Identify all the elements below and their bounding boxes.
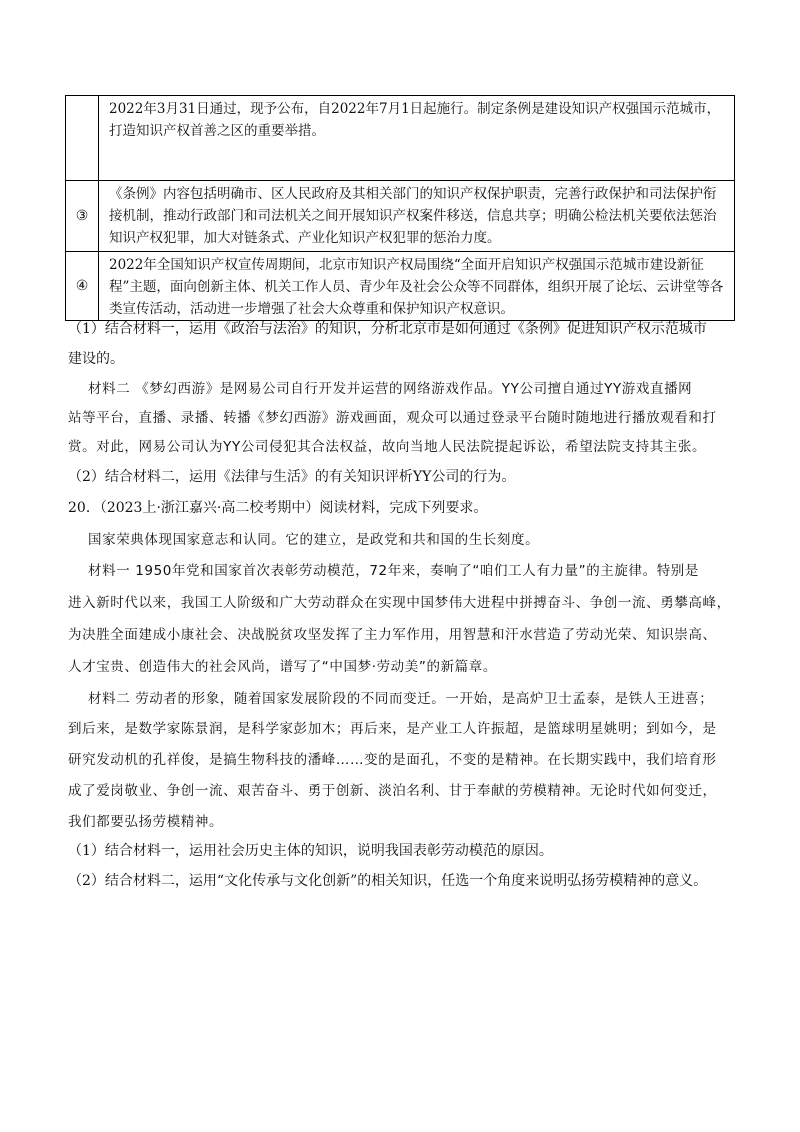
material-2b-line-1: 材料二 劳动者的形象，随着国家发展阶段的不同而变迁。一开始，是高炉卫士孟泰，是铁人王进喜； <box>88 691 714 707</box>
material-2b-line-4: 成了爱岗敬业、争创一流、艰苦奋斗、勇于创新、淡泊名利、甘于奉献的劳模精神。无论时代如何变迁， <box>68 783 717 799</box>
table-row <box>66 252 735 321</box>
question-1-line-1: （1）结合材料一，运用《政治与法治》的知识，分析北京市是如何通过《条例》促进知识产权示范城市 <box>68 321 707 337</box>
material-table <box>65 95 735 321</box>
question-20-heading: 20．（2023上·浙江嘉兴·高二校考期中）阅读材料，完成下列要求。 <box>68 500 488 516</box>
question-20-2: （2）结合材料二，运用“文化传承与文化创新”的相关知识，任选一个角度来说明弘扬劳模精神的意义。 <box>68 873 708 889</box>
row-number <box>66 96 99 181</box>
row-text: 2022年全国知识产权宣传周期间，北京市知识产权局围绕“全面开启知识产权强国示范城市建设新征程”主题，面向创新主体、机关工作人员、青少年及社会公众等不同群体，组织开展了论坛、云讲堂等各类宣传活动，活动进一步增强了社会大众尊重和保护知识产权意识。 <box>99 252 735 321</box>
material-2-line-3: 赏。对此，网易公司认为YY公司侵犯其合法权益，故向当地人民法院提起诉讼，希望法院支持其主张。 <box>68 439 707 455</box>
row-text: 《条例》内容包括明确市、区人民政府及其相关部门的知识产权保护职责，完善行政保护和司法保护衔接机制，推动行政部门和司法机关之间开展知识产权案件移送，信息共享；明确公检法机关要依法惩治知识产权犯罪，加大对链条式、产业化知识产权犯罪的惩治力度。 <box>99 181 735 252</box>
question-1-line-2: 建设的。 <box>68 351 124 367</box>
question-2-line: （2）结合材料二，运用《法律与生活》的有关知识评析YY公司的行为。 <box>68 469 516 485</box>
intro-line: 国家荣典体现国家意志和认同。它的建立，是政党和共和国的生长刻度。 <box>88 532 540 548</box>
table-row <box>66 181 735 252</box>
material-2-line-2: 站等平台，直播、录播、转播《梦幻西游》游戏画面，观众可以通过登录平台随时随地进行播放观看和打 <box>68 410 717 426</box>
question-20-1: （1）结合材料一，运用社会历史主体的知识，说明我国表彰劳动模范的原因。 <box>68 843 553 859</box>
material-1-line-4: 人才宝贵、创造伟大的社会风尚，谱写了“中国梦·劳动美”的新篇章。 <box>68 659 497 675</box>
row-text: 2022年3月31日通过，现予公布，自2022年7月1日起施行。制定条例是建设知识产权强国示范城市，打造知识产权首善之区的重要举措。 <box>99 96 735 181</box>
material-1-line-3: 为决胜全面建成小康社会、决战脱贫攻坚发挥了主力军作用，用智慧和汗水营造了劳动光荣、知识崇高、 <box>68 627 717 643</box>
table-row <box>66 96 735 181</box>
row-number: ④ <box>66 252 99 321</box>
material-1-line-2: 进入新时代以来，我国工人阶级和广大劳动群众在实现中国梦伟大进程中拼搏奋斗、争创一流、勇攀高峰， <box>68 595 731 611</box>
material-2b-line-2: 到后来，是数学家陈景润，是科学家彭加木；再后来，是产业工人许振超，是篮球明星姚明；到如今，是 <box>68 721 717 737</box>
material-2b-line-5: 我们都要弘扬劳模精神。 <box>68 814 224 830</box>
material-2-line-1: 材料二 《梦幻西游》是网易公司自行开发并运营的网络游戏作品。YY公司擅自通过YY游戏直播网 <box>88 381 693 397</box>
material-1-line-1: 材料一 1950年党和国家首次表彰劳动模范，72年来，奏响了“咱们工人有力量”的主旋律。特别是 <box>88 563 700 579</box>
row-number: ③ <box>66 181 99 252</box>
material-2b-line-3: 研究发动机的孔祥俊，是搞生物科技的潘峰……变的是面孔，不变的是精神。在长期实践中，我们培育形 <box>68 752 717 768</box>
